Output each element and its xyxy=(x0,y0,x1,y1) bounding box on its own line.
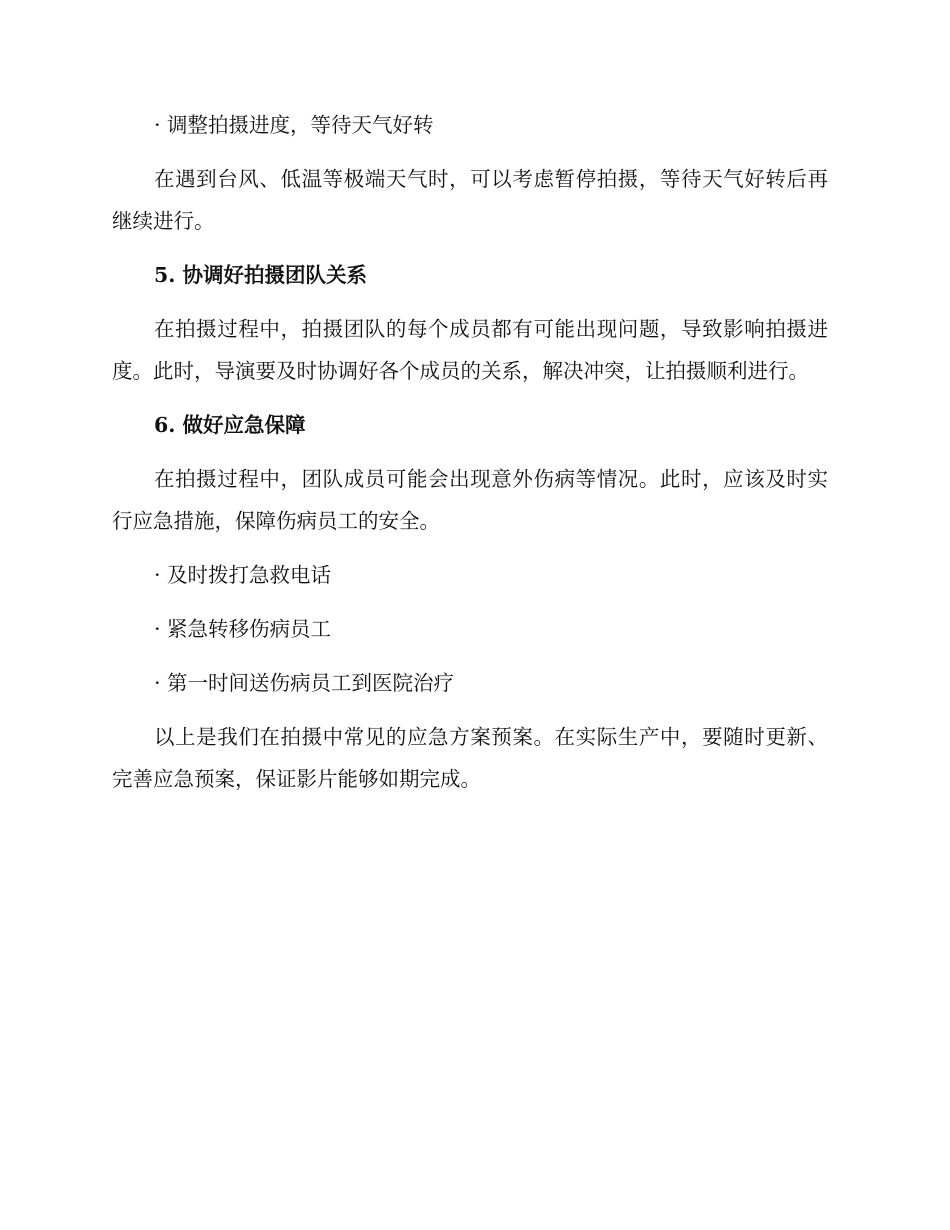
paragraph-conclusion: 以上是我们在拍摄中常见的应急方案预案。在实际生产中，要随时更新、完善应急预案，保证影片能够如期完成。 xyxy=(112,725,828,791)
heading-team-coordination: 5. 协调好拍摄团队关系 xyxy=(154,263,368,287)
bullet-adjust-schedule: · 调整拍摄进度，等待天气好转 xyxy=(154,113,434,137)
paragraph-injury-handling: 在拍摄过程中，团队成员可能会出现意外伤病等情况。此时，应该及时实行应急措施，保障伤病员工的安全。 xyxy=(112,467,828,533)
bullet-call-emergency: · 及时拨打急救电话 xyxy=(154,563,332,587)
paragraph-team-issues: 在拍摄过程中，拍摄团队的每个成员都有可能出现问题，导致影响拍摄进度。此时，导演要及时协调好各个成员的关系，解决冲突，让拍摄顺利进行。 xyxy=(112,317,828,383)
heading-emergency-support: 6. 做好应急保障 xyxy=(154,413,306,437)
paragraph-extreme-weather: 在遇到台风、低温等极端天气时，可以考虑暂停拍摄，等待天气好转后再继续进行。 xyxy=(112,167,828,233)
document-body xyxy=(112,104,828,800)
bullet-transfer-injured: · 紧急转移伤病员工 xyxy=(154,617,332,641)
bullet-send-to-hospital: · 第一时间送伤病员工到医院治疗 xyxy=(154,671,455,695)
